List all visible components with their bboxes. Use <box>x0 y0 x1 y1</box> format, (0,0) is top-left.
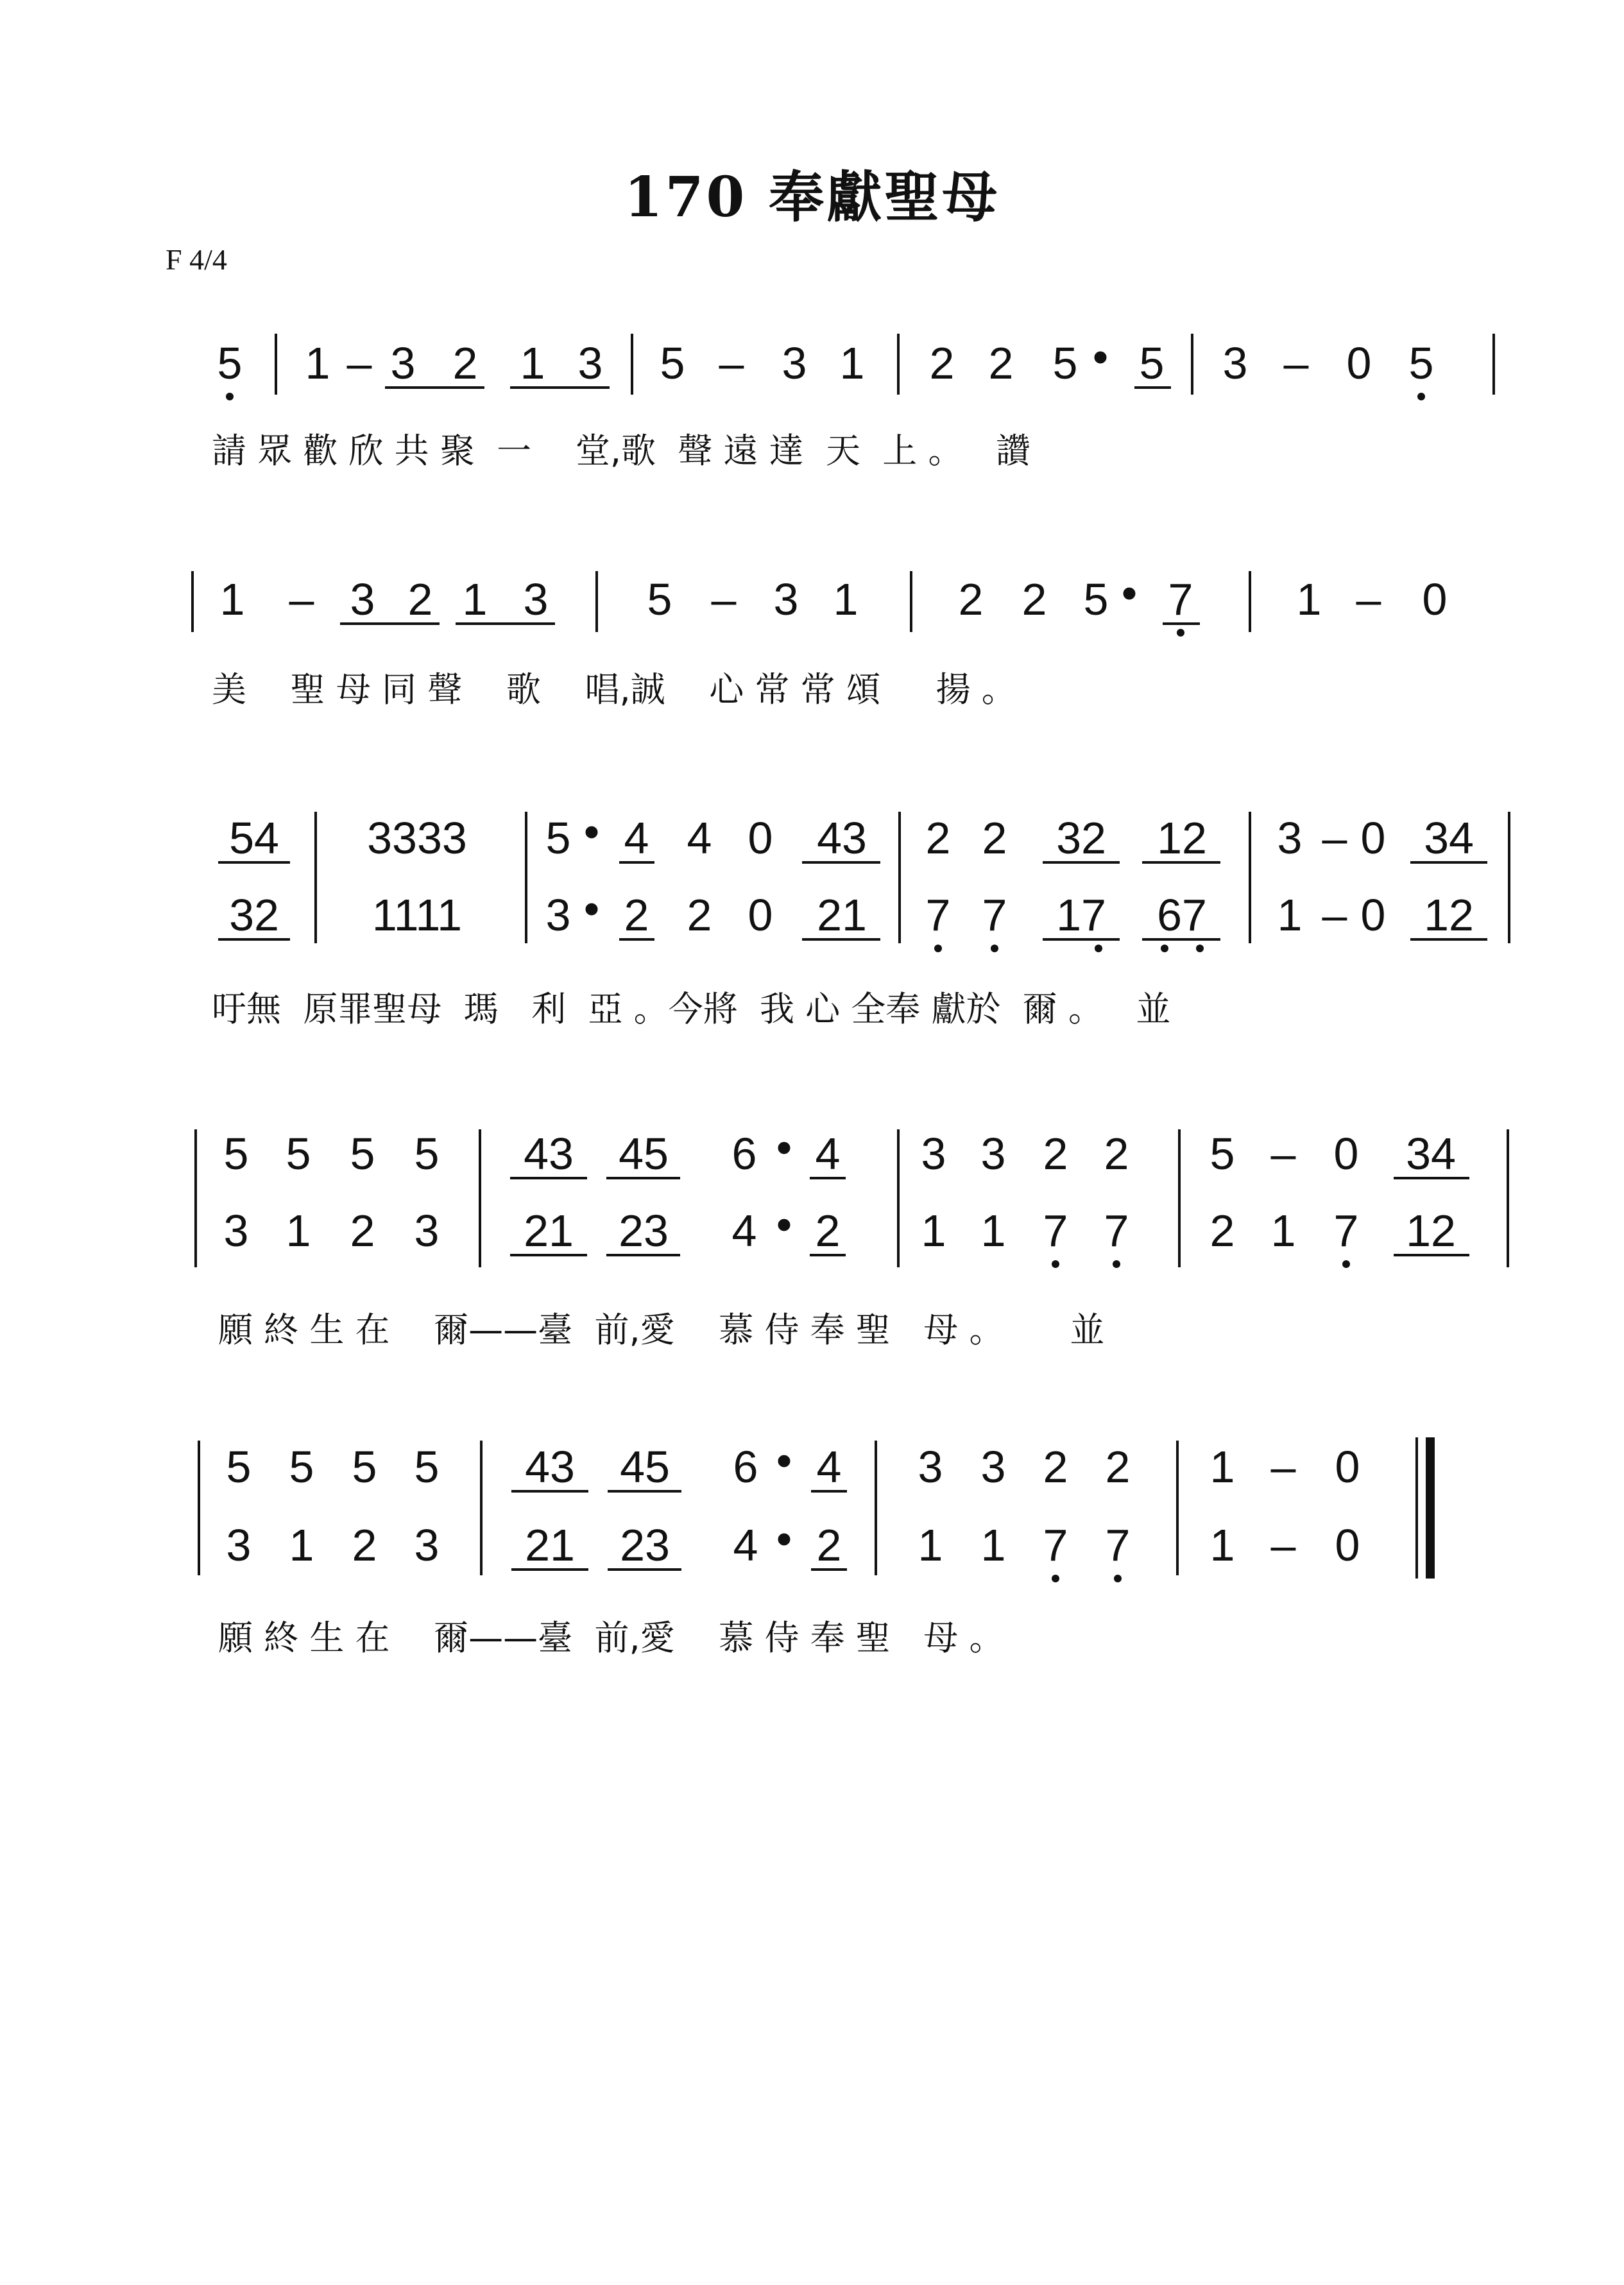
note: 3 <box>918 1442 943 1492</box>
note: 1 <box>1270 1206 1296 1256</box>
note: 2 <box>352 1520 377 1570</box>
note: 21 <box>524 1206 574 1256</box>
note: 1 <box>833 574 859 624</box>
note: 32 <box>1056 813 1106 863</box>
note: • <box>583 807 600 857</box>
note: 21 <box>525 1520 575 1570</box>
note: 4 <box>815 1129 841 1179</box>
note: – <box>1270 1129 1296 1179</box>
note: 17 <box>1056 890 1106 940</box>
note: 2 <box>624 890 649 940</box>
note: 3 <box>414 1206 440 1256</box>
note: 2 <box>816 1520 842 1570</box>
note: 1 <box>289 1520 314 1570</box>
note: 4 <box>687 813 712 863</box>
note: 4 <box>624 813 649 863</box>
note: – <box>1356 574 1381 624</box>
note: 5 <box>223 1129 249 1179</box>
note: 5 <box>350 1129 375 1179</box>
octave-dot <box>1161 945 1168 952</box>
note: 5 <box>1052 338 1078 388</box>
note: 43 <box>817 813 867 863</box>
note: 3 <box>921 1129 946 1179</box>
note: 2 <box>929 338 955 388</box>
note: 3 <box>773 574 799 624</box>
note: 7 <box>1043 1520 1068 1570</box>
note: 2 <box>1021 574 1047 624</box>
note: 7 <box>1333 1206 1359 1256</box>
note: 5 <box>217 338 243 388</box>
octave-dot <box>1052 1260 1059 1268</box>
lyrics-line-1: 請 眾 歡 欣 共 聚 一 堂,歌 聲 遠 達 天 上 。 讚 <box>212 431 1030 471</box>
note: • <box>776 1435 792 1485</box>
note: 2 <box>1043 1129 1068 1179</box>
note: 12 <box>1424 890 1474 940</box>
note: 6 <box>731 1129 757 1179</box>
octave-dot <box>226 393 234 400</box>
note: 0 <box>1360 813 1386 863</box>
note: 1 <box>839 338 865 388</box>
note: 3 <box>782 338 807 388</box>
note: 2 <box>925 813 951 863</box>
octave-dot <box>991 945 998 952</box>
note: 3 <box>1222 338 1248 388</box>
note: 5 <box>414 1442 440 1492</box>
note: 1 <box>286 1206 311 1256</box>
lyrics-line-3: 吁無 原罪聖母 瑪 利 亞 。今將 我 心 全奉 獻於 爾 。 並 <box>212 989 1171 1029</box>
note: 0 <box>1346 338 1372 388</box>
note: 0 <box>1422 574 1448 624</box>
note: • <box>1092 332 1109 382</box>
note: – <box>719 338 744 388</box>
note: 34 <box>1406 1129 1456 1179</box>
note: 2 <box>407 574 433 624</box>
note: 2 <box>815 1206 841 1256</box>
note: 23 <box>620 1520 670 1570</box>
note: 1 <box>1277 890 1303 940</box>
note: 7 <box>982 890 1007 940</box>
note: 5 <box>289 1442 314 1492</box>
note: 0 <box>1335 1442 1360 1492</box>
note: 12 <box>1157 813 1207 863</box>
note: 5 <box>226 1442 252 1492</box>
note: • <box>776 1122 792 1172</box>
note: 1 <box>219 574 245 624</box>
lyrics-line-4: 願 終 生 在 爾——臺 前,愛 慕 侍 奉 聖 母 。 並 <box>218 1310 1105 1350</box>
note: 2 <box>1043 1442 1068 1492</box>
note: 0 <box>1333 1129 1359 1179</box>
note: 1 <box>520 338 545 388</box>
note: 45 <box>620 1442 670 1492</box>
note: 2 <box>1104 1129 1129 1179</box>
lyrics-line-2: 美 聖 母 同 聲 歌 唱,誠 心 常 常 頌 揚 。 <box>212 669 1016 710</box>
note: – <box>346 338 372 388</box>
note: 7 <box>1104 1206 1129 1256</box>
note: 12 <box>1406 1206 1456 1256</box>
note: 34 <box>1424 813 1474 863</box>
note: 7 <box>1168 574 1193 624</box>
lyrics-line-5: 願 終 生 在 爾——臺 前,愛 慕 侍 奉 聖 母 。 <box>218 1618 1004 1658</box>
note: 54 <box>229 813 279 863</box>
note: 3 <box>980 1129 1006 1179</box>
note: 5 <box>1139 338 1165 388</box>
note: – <box>289 574 314 624</box>
note: 0 <box>1335 1520 1360 1570</box>
octave-dot <box>934 945 942 952</box>
note: 7 <box>925 890 951 940</box>
note: 1 <box>918 1520 943 1570</box>
note: 5 <box>545 813 571 863</box>
note: 6 <box>733 1442 758 1492</box>
note: – <box>1322 813 1347 863</box>
note: 0 <box>748 813 773 863</box>
note: 1 <box>305 338 330 388</box>
final-barline-thick <box>1426 1437 1435 1579</box>
note: 23 <box>619 1206 669 1256</box>
note: 67 <box>1157 890 1207 940</box>
note: 3 <box>414 1520 440 1570</box>
note: 2 <box>982 813 1007 863</box>
note: 3 <box>1277 813 1303 863</box>
note: 2 <box>1105 1442 1131 1492</box>
note: 43 <box>524 1129 574 1179</box>
octave-dot <box>1052 1575 1059 1582</box>
note: – <box>1270 1520 1296 1570</box>
octave-dot <box>1113 1260 1120 1268</box>
note: • <box>776 1514 792 1564</box>
note: 3 <box>523 574 549 624</box>
note: – <box>1283 338 1309 388</box>
note: 5 <box>352 1442 377 1492</box>
octave-dot <box>1196 945 1204 952</box>
octave-dot <box>1417 393 1425 400</box>
note: 0 <box>748 890 773 940</box>
note: 3 <box>390 338 416 388</box>
octave-dot <box>1095 945 1102 952</box>
note: 2 <box>687 890 712 940</box>
note: • <box>776 1199 792 1249</box>
note: 2 <box>350 1206 375 1256</box>
note: 5 <box>1408 338 1434 388</box>
note: 4 <box>816 1442 842 1492</box>
note: 3 <box>223 1206 249 1256</box>
note: 4 <box>733 1520 758 1570</box>
note: – <box>711 574 737 624</box>
note: 1 <box>462 574 488 624</box>
note: 21 <box>817 890 867 940</box>
octave-dot <box>1114 1575 1122 1582</box>
note: 2 <box>958 574 984 624</box>
note: 2 <box>452 338 478 388</box>
note: 45 <box>619 1129 669 1179</box>
song-title: 170 奉獻聖母 <box>624 165 1000 230</box>
note: 2 <box>988 338 1014 388</box>
note: 3333 <box>367 813 467 863</box>
note: 1 <box>980 1520 1006 1570</box>
octave-dot <box>1177 629 1184 637</box>
note: 1 <box>980 1206 1006 1256</box>
note: 7 <box>1043 1206 1068 1256</box>
note: 0 <box>1360 890 1386 940</box>
octave-dot <box>1342 1260 1350 1268</box>
note: 5 <box>286 1129 311 1179</box>
note: • <box>583 884 600 934</box>
note: 4 <box>731 1206 757 1256</box>
note: 3 <box>226 1520 252 1570</box>
note: 5 <box>1083 574 1109 624</box>
note: 1 <box>1209 1520 1235 1570</box>
note: 32 <box>229 890 279 940</box>
note: 43 <box>525 1442 575 1492</box>
note: • <box>1121 568 1138 618</box>
note: 3 <box>577 338 603 388</box>
note: 5 <box>647 574 672 624</box>
note: 5 <box>660 338 685 388</box>
note: 2 <box>1209 1206 1235 1256</box>
note: – <box>1322 890 1347 940</box>
note: 1111 <box>372 890 463 940</box>
key-signature: F 4/4 <box>166 243 227 276</box>
note: 1 <box>1209 1442 1235 1492</box>
note: 3 <box>545 890 571 940</box>
note: 5 <box>1209 1129 1235 1179</box>
note: 3 <box>350 574 375 624</box>
note: 1 <box>1296 574 1322 624</box>
note: 5 <box>414 1129 440 1179</box>
note: 1 <box>921 1206 946 1256</box>
note: 7 <box>1105 1520 1131 1570</box>
note: – <box>1270 1442 1296 1492</box>
note: 3 <box>980 1442 1006 1492</box>
